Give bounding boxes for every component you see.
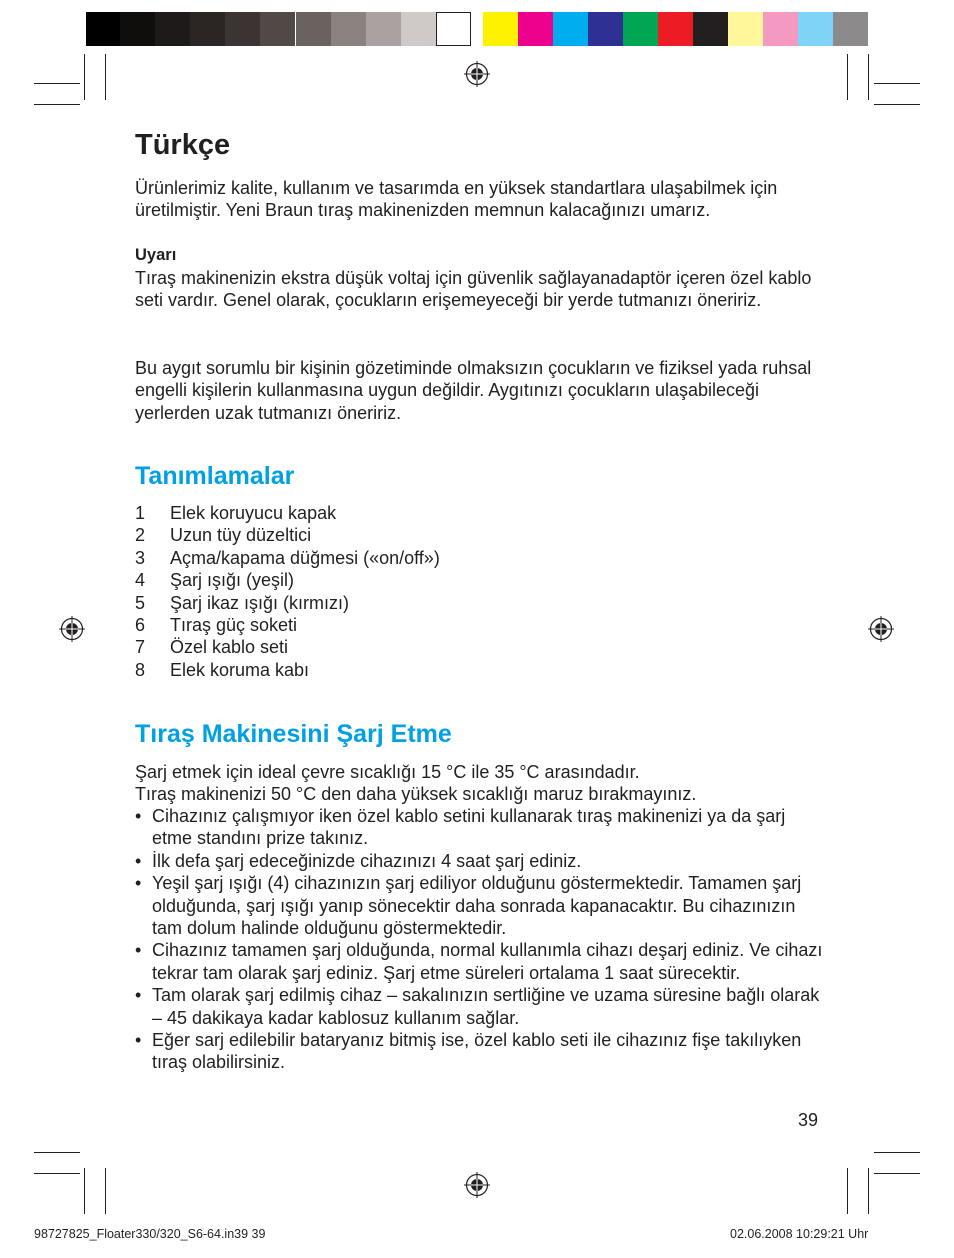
gray-swatch: [190, 12, 225, 46]
color-swatch: [728, 12, 763, 46]
list-item-number: 6: [135, 615, 146, 636]
intro-paragraph: Ürünlerimiz kalite, kullanım ve tasarımda en yüksek standartlara ulaşabilmek için üretilmiştir. Yeni Braun tıraş makinenizden memnun kalacağınızı umarız.: [135, 178, 778, 221]
parts-list: [135, 502, 825, 681]
list-item-number: 8: [135, 659, 146, 680]
bullet-text: Cihazınız çalışmıyor iken özel kablo setini kullanarak tıraş makinenizi ya da şarj etme standını prize takınız.: [152, 806, 786, 849]
warning-paragraph: Tıraş makinenizin ekstra düşük voltaj için güvenlik sağlayanadaptör içeren özel kablo seti vardır. Genel olarak, çocukların erişemeyeceği bir yerde tutmanızı öneririz.: [135, 268, 812, 311]
color-swatch: [763, 12, 798, 46]
bullet-text: Cihazınız tamamen şarj olduğunda, normal kullanımla cihazı deşarj ediniz. Ve cihazı tekrar tam olarak şarj ediniz. Şarj etme süreleri ortalama 1 saat sürecektir.: [152, 940, 823, 983]
bullet-icon: •: [135, 850, 142, 871]
gray-swatch: [86, 12, 121, 46]
bullet-text: Eğer sarj edilebilir bataryanız bitmiş ise, özel kablo seti ile cihazınız fişe takılıyken tıraş olabilirsiniz.: [152, 1030, 802, 1073]
section-title-charging: Tıraş Makinesini Şarj Etme: [135, 720, 452, 748]
footer-datetime: 02.06.2008 10:29:21 Uhr: [730, 1227, 869, 1241]
gray-swatch: [120, 12, 155, 46]
registration-mark-icon: [464, 61, 490, 87]
list-item: [135, 569, 825, 591]
list-item-label: Tıraş güç soketi: [170, 615, 298, 636]
color-swatch: [798, 12, 833, 46]
bullet-icon: •: [135, 940, 142, 961]
list-item-number: 4: [135, 570, 146, 591]
registration-mark-icon: [868, 616, 894, 642]
bullet-text: Yeşil şarj ışığı (4) cihazınızın şarj ediliyor olduğunu göstermektedir. Tamamen şarj olduğunda, şarj ışığı yanıp sönecektir daha sonrada kapanacaktır. Bu cihazınızın tam dolum halinde olduğunu göstermektedir.: [152, 873, 802, 939]
warning-paragraph-2: Bu aygıt sorumlu bir kişinin gözetiminde olmaksızın çocukların ve fiziksel yada ruhsal engelli kişilerin kullanmasına uygun değildir. Aygıtınızı çocukların ulaşabileceği yerlerden uzak tutmanızı öneririz.: [135, 358, 812, 423]
color-swatch: [833, 12, 868, 46]
gray-swatch: [436, 12, 471, 46]
list-item: [135, 614, 825, 636]
bullet-icon: •: [135, 806, 142, 826]
list-item: [135, 939, 825, 984]
list-item-label: Elek koruyucu kapak: [170, 503, 337, 523]
list-item-label: Şarj ikaz ışığı (kırmızı): [170, 592, 350, 613]
gray-swatch: [331, 12, 366, 46]
registration-mark-icon: [464, 1172, 490, 1198]
color-swatch: [588, 12, 623, 46]
list-item: [135, 984, 825, 1029]
list-item: [135, 850, 825, 872]
warning-heading: Uyarı: [135, 246, 177, 264]
gray-swatch: [260, 12, 295, 46]
list-item-label: Şarj ışığı (yeşil): [170, 570, 295, 591]
list-item-label: Elek koruma kabı: [170, 659, 310, 680]
list-item-number: 5: [135, 592, 146, 613]
charging-bullet-list: [135, 805, 825, 1074]
registration-mark-icon: [59, 616, 85, 642]
bullet-icon: •: [135, 985, 142, 1006]
list-item-label: Özel kablo seti: [170, 637, 289, 658]
color-swatch: [518, 12, 553, 46]
gray-swatch: [155, 12, 190, 46]
list-item: [135, 592, 825, 614]
list-item: [135, 524, 825, 546]
list-item: [135, 636, 825, 658]
page-title: Türkçe: [135, 129, 231, 161]
charge-max-temperature-line: Tıraş makinenizi 50 °C den daha yüksek sıcaklığı maruz bırakmayınız.: [135, 784, 697, 804]
list-item-number: 7: [135, 637, 146, 658]
charge-temperature-line: Şarj etmek için ideal çevre sıcaklığı 15 °C ile 35 °C arasındadır.: [135, 762, 640, 782]
footer-file-info: 98727825_Floater330/320_S6-64.in39 39: [34, 1227, 266, 1241]
color-swatch: [553, 12, 588, 46]
gray-swatch: [296, 12, 331, 46]
list-item-number: 3: [135, 547, 146, 568]
list-item-label: Uzun tüy düzeltici: [170, 525, 312, 546]
color-swatch: [658, 12, 693, 46]
bullet-text: Tam olarak şarj edilmiş cihaz – sakalınızın sertliğine ve uzama süresine bağlı olarak – 45 dakikaya kadar kablosuz kullanım sağlar.: [152, 985, 820, 1028]
gray-swatch: [401, 12, 436, 46]
bullet-text: İlk defa şarj edeceğinizde cihazınızı 4 saat şarj ediniz.: [152, 850, 582, 871]
gray-swatch: [225, 12, 260, 46]
gray-swatch: [366, 12, 401, 46]
list-item-number: 2: [135, 525, 146, 546]
list-item-label: Açma/kapama düğmesi («on/off»): [170, 547, 440, 568]
bullet-icon: •: [135, 1030, 142, 1051]
list-item: [135, 872, 825, 939]
list-item: [135, 547, 825, 569]
page-number: 39: [798, 1110, 819, 1130]
section-title-descriptions: Tanımlamalar: [135, 462, 295, 490]
color-swatch: [693, 12, 728, 46]
list-item-number: 1: [135, 503, 146, 523]
list-item: [135, 659, 825, 681]
bullet-icon: •: [135, 873, 142, 894]
color-swatch: [623, 12, 658, 46]
list-item: [135, 502, 825, 524]
list-item: [135, 1029, 825, 1074]
list-item: [135, 805, 825, 850]
color-swatch: [483, 12, 518, 46]
